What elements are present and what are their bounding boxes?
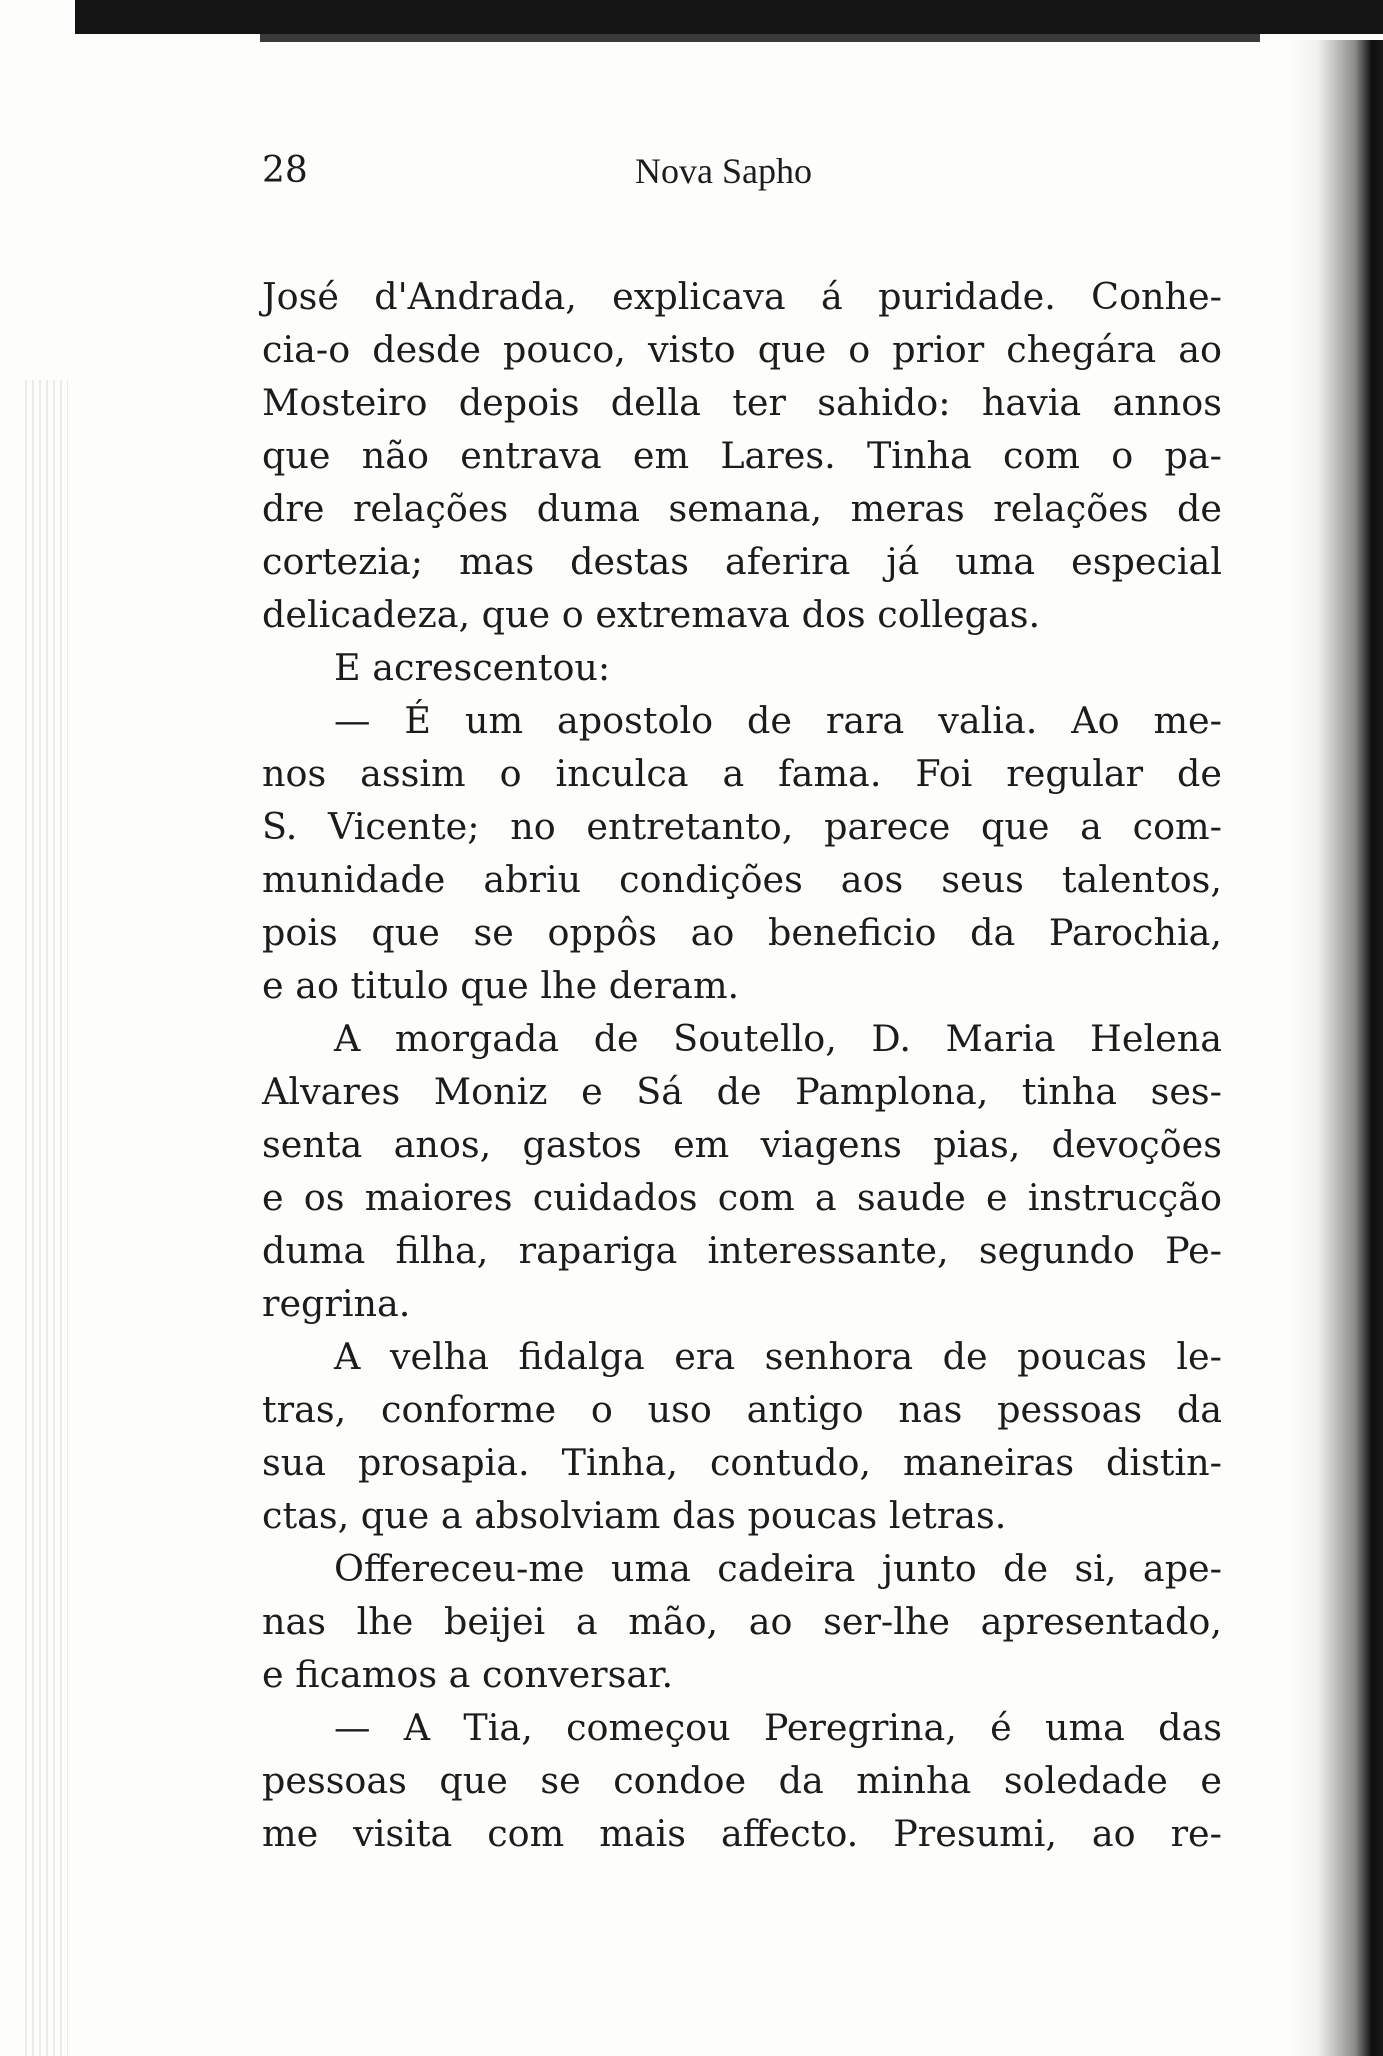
text-line: — A Tia, começou Peregrina, é uma das [334,1706,1222,1749]
text-line: E acrescentou: [334,646,611,689]
text-line: S. Vicente; no entretanto, parece que a com- [262,805,1222,848]
text-line: A morgada de Soutello, D. Maria Helena [334,1017,1222,1060]
text-line: pois que se oppôs ao beneficio da Parochia, [262,911,1222,954]
page-number: 28 [262,150,308,191]
page-body [262,270,1222,1970]
scan-top-border [75,0,1383,34]
text-line: dre relações duma semana, meras relações de [262,487,1222,530]
text-line: delicadeza, que o extremava dos collegas. [262,593,1041,636]
text-line: que não entrava em Lares. Tinha com o pa- [262,434,1222,477]
text-line: e os maiores cuidados com a saude e instrucção [262,1176,1222,1219]
text-line: nos assim o inculca a fama. Foi regular de [262,752,1222,795]
text-line: nas lhe beijei a mão, ao ser-lhe apresentado, [262,1600,1222,1643]
text-line: A velha fidalga era senhora de poucas le- [334,1335,1222,1378]
text-line: tras, conforme o uso antigo nas pessoas da [262,1388,1222,1431]
text-line: cortezia; mas destas aferira já uma especial [262,540,1222,583]
page-edge-shadow [1290,40,1383,2056]
text-line: e ficamos a conversar. [262,1653,674,1696]
text-line: sua prosapia. Tinha, contudo, maneiras distin- [262,1441,1222,1484]
text-line: senta anos, gastos em viagens pias, devoções [262,1123,1222,1166]
text-line: cia-o desde pouco, visto que o prior chegára ao [262,328,1222,371]
text-line: Alvares Moniz e Sá de Pamplona, tinha ses- [262,1070,1222,1113]
text-line: José d'Andrada, explicava á puridade. Conhe- [262,275,1222,318]
text-line: pessoas que se condoe da minha soledade e [262,1759,1222,1802]
text-line: regrina. [262,1282,411,1325]
text-line: Mosteiro depois della ter sahido: havia annos [262,381,1222,424]
text-line: Offereceu-me uma cadeira junto de si, ape- [334,1547,1222,1590]
page-gutter-left [20,380,68,2056]
text-line: munidade abriu condições aos seus talentos, [262,858,1222,901]
text-line: me visita com mais affecto. Presumi, ao re- [262,1812,1222,1855]
text-line: e ao titulo que lhe deram. [262,964,740,1007]
running-title: Nova Sapho [635,151,812,191]
text-line: — É um apostolo de rara valia. Ao me- [334,699,1222,742]
text-line: duma filha, rapariga interessante, segundo Pe- [262,1229,1222,1272]
text-line: ctas, que a absolviam das poucas letras. [262,1494,1007,1537]
page-header [262,150,1222,210]
scan-top-shadow [260,34,1260,42]
